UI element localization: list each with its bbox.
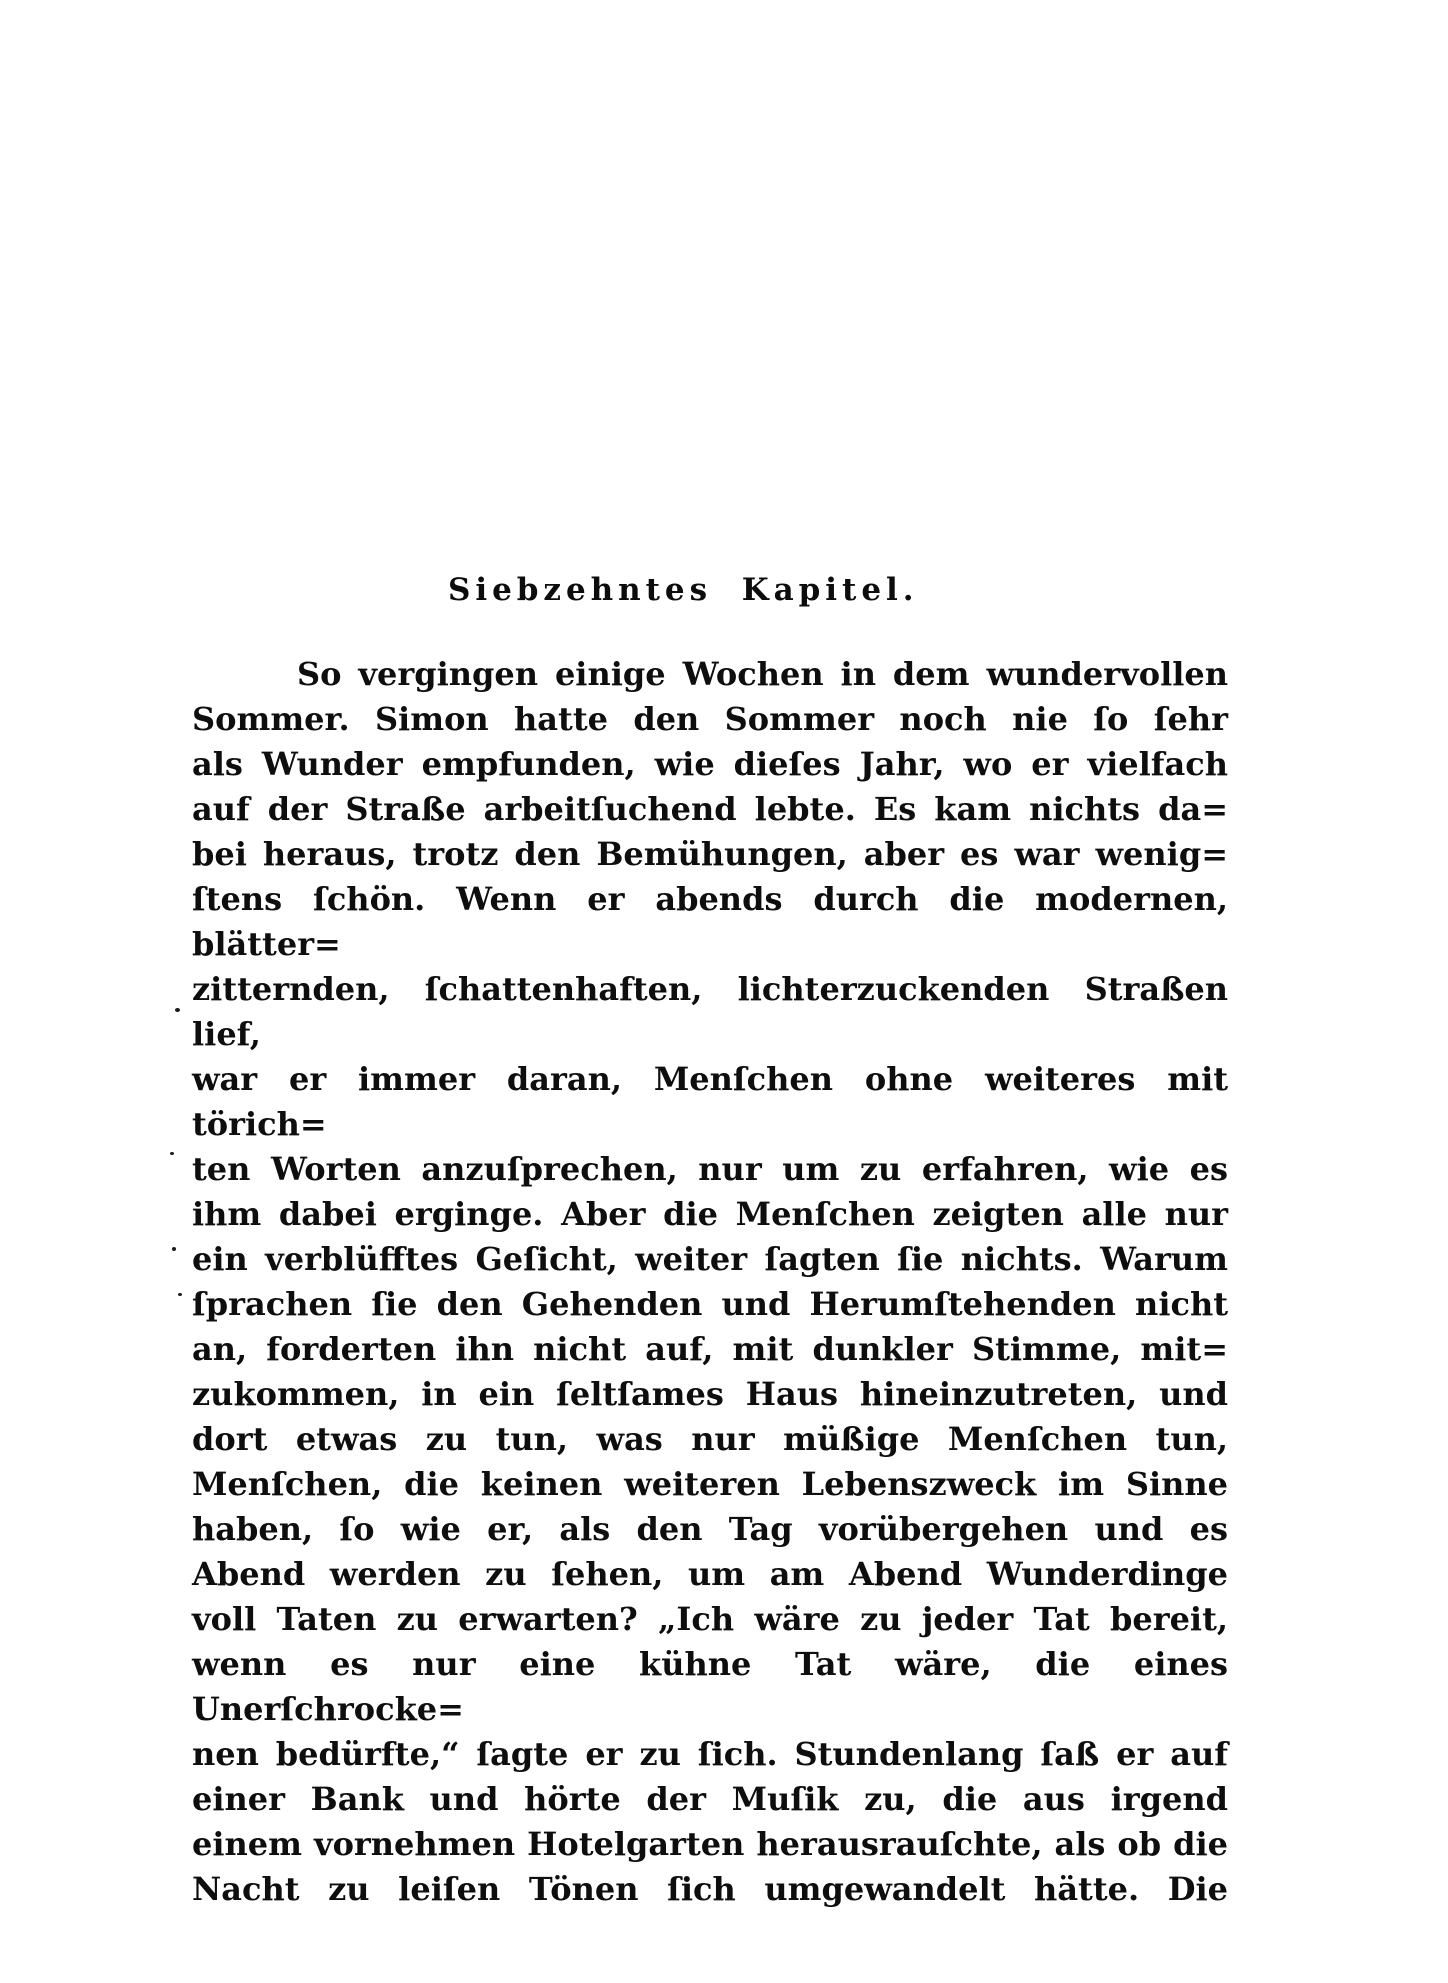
text-line: ſprachen ſie den Gehenden und Herumſtehenden nicht	[192, 1285, 1228, 1323]
text-line: ten Worten anzuſprechen, nur um zu erfahren, wie es	[192, 1150, 1228, 1188]
scan-speck	[175, 1008, 180, 1012]
text-line: bei heraus, trotz den Bemühungen, aber es war wenig=	[192, 835, 1228, 873]
chapter-heading: Siebzehntes Kapitel.	[448, 572, 919, 608]
text-line: einer Bank und hörte der Muſik zu, die aus irgend	[192, 1780, 1228, 1818]
scan-speck	[170, 1152, 174, 1155]
text-line: Sommer. Simon hatte den Sommer noch nie ſo ſehr	[192, 700, 1228, 738]
text-line: zukommen, in ein ſeltſames Haus hineinzutreten, und	[192, 1375, 1228, 1413]
text-line: voll Taten zu erwarten? „Ich wäre zu jeder Tat bereit,	[192, 1600, 1228, 1638]
text-line: auf der Straße arbeitſuchend lebte. Es kam nichts da=	[192, 790, 1228, 828]
text-line: einem vornehmen Hotelgarten herausrauſchte, als ob die	[192, 1825, 1228, 1863]
text-line: ſtens ſchön. Wenn er abends durch die modernen, blätter=	[192, 880, 1228, 963]
text-line: dort etwas zu tun, was nur müßige Menſchen tun,	[192, 1420, 1228, 1458]
text-line: haben, ſo wie er, als den Tag vorübergehen und es	[192, 1510, 1228, 1548]
text-line: wenn es nur eine kühne Tat wäre, die eines Unerſchrocke=	[192, 1645, 1228, 1728]
text-line: nen bedürfte,“ ſagte er zu ſich. Stundenlang ſaß er auf	[192, 1735, 1228, 1773]
text-line: als Wunder empfunden, wie dieſes Jahr, wo er vielfach	[192, 745, 1228, 783]
text-line: So vergingen einige Wochen in dem wundervollen	[297, 655, 1228, 693]
scan-speck	[178, 1293, 182, 1296]
text-line: zitternden, ſchattenhaften, lichterzuckenden Straßen lief,	[192, 970, 1228, 1053]
text-line: an, forderten ihn nicht auf, mit dunkler Stimme, mit=	[192, 1330, 1228, 1368]
scan-speck	[172, 1247, 176, 1251]
text-line: war er immer daran, Menſchen ohne weiteres mit törich=	[192, 1060, 1228, 1143]
text-line: Menſchen, die keinen weiteren Lebenszweck im Sinne	[192, 1465, 1228, 1503]
text-line: ihm dabei erginge. Aber die Menſchen zeigten alle nur	[192, 1195, 1228, 1233]
paragraph	[192, 652, 1228, 1912]
text-line: Abend werden zu ſehen, um am Abend Wunderdinge	[192, 1555, 1228, 1593]
text-line: ein verblüfftes Geſicht, weiter ſagten ſie nichts. Warum	[192, 1240, 1228, 1278]
text-line: Nacht zu leiſen Tönen ſich umgewandelt hätte. Die	[192, 1870, 1228, 1908]
